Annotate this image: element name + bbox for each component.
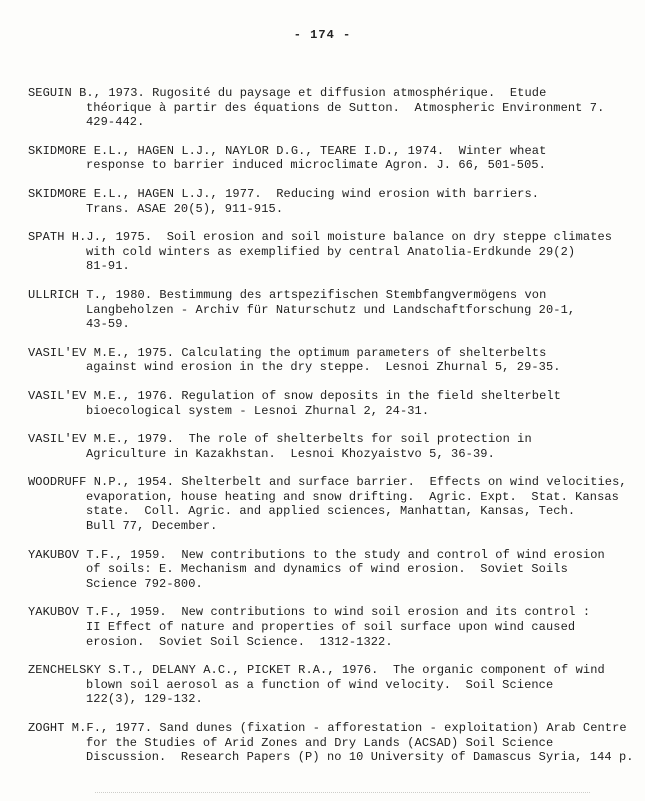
reference-entry (28, 475, 635, 533)
page-number: - 174 - (293, 28, 352, 42)
reference-first-line: VASIL'EV M.E., 1975. Calculating the optimum parameters of shelterbelts (28, 345, 547, 360)
reference-continuation-line: II Effect of nature and properties of soil surface upon wind caused (86, 620, 576, 635)
reference-continuation-line: Trans. ASAE 20(5), 911-915. (86, 201, 284, 216)
reference-continuation-line: Science 792-800. (86, 576, 203, 591)
reference-entry (28, 144, 635, 173)
scan-artifact-line (95, 792, 590, 793)
reference-continuation-line: of soils: E. Mechanism and dynamics of wind erosion. Soviet Soils (86, 562, 568, 577)
reference-continuation-line: against wind erosion in the dry steppe. Lesnoi Zhurnal 5, 29-35. (86, 360, 561, 375)
reference-first-line: YAKUBOV T.F., 1959. New contributions to wind soil erosion and its control : (28, 605, 591, 620)
reference-first-line: YAKUBOV T.F., 1959. New contributions to the study and control of wind erosion (28, 547, 605, 562)
reference-first-line: ULLRICH T., 1980. Bestimmung des artspezifischen Stembfangvermögens von (28, 287, 547, 302)
reference-continuation-line: evaporation, house heating and snow drifting. Agric. Expt. Stat. Kansas (86, 489, 619, 504)
reference-entry (28, 187, 635, 216)
reference-continuation-line: Langbeholzen - Archiv für Naturschutz und Landschaftforschung 20-1, (86, 302, 576, 317)
reference-continuation-line: Bull 77, December. (86, 519, 218, 534)
reference-continuation-line: state. Coll. Agric. and applied sciences, Manhattan, Kansas, Tech. (86, 504, 576, 519)
reference-first-line: ZENCHELSKY S.T., DELANY A.C., PICKET R.A., 1976. The organic component of wind (28, 663, 605, 678)
reference-continuation-line: 122(3), 129-132. (86, 692, 203, 707)
reference-first-line: WOODRUFF N.P., 1954. Shelterbelt and surface barrier. Effects on wind velocities, (28, 475, 627, 490)
reference-continuation-line: théorique à partir des équations de Sutton. Atmospheric Environment 7. (86, 100, 605, 115)
reference-entry (28, 548, 635, 592)
reference-list (28, 86, 635, 765)
reference-entry (28, 389, 635, 418)
reference-first-line: SPATH H.J., 1975. Soil erosion and soil moisture balance on dry steppe climates (28, 230, 613, 245)
reference-first-line: SKIDMORE E.L., HAGEN L.J., 1977. Reducing wind erosion with barriers. (28, 186, 540, 201)
reference-continuation-line: for the Studies of Arid Zones and Dry Lands (ACSAD) Soil Science (86, 735, 554, 750)
reference-entry (28, 605, 635, 649)
reference-continuation-line: blown soil aerosol as a function of wind velocity. Soil Science (86, 677, 554, 692)
reference-first-line: SKIDMORE E.L., HAGEN L.J., NAYLOR D.G., TEARE I.D., 1974. Winter wheat (28, 143, 547, 158)
reference-continuation-line: 81-91. (86, 259, 130, 274)
reference-first-line: VASIL'EV M.E., 1976. Regulation of snow deposits in the field shelterbelt (28, 388, 561, 403)
reference-continuation-line: bioecological system - Lesnoi Zhurnal 2, 24-31. (86, 403, 430, 418)
reference-continuation-line: with cold winters as exemplified by central Anatolia-Erdkunde 29(2) (86, 244, 576, 259)
reference-entry (28, 663, 635, 707)
reference-continuation-line: Agriculture in Kazakhstan. Lesnoi Khozyaistvo 5, 36-39. (86, 446, 495, 461)
reference-continuation-line: response to barrier induced microclimate Agron. J. 66, 501-505. (86, 158, 546, 173)
reference-continuation-line: 43-59. (86, 317, 130, 332)
reference-first-line: ZOGHT M.F., 1977. Sand dunes (fixation - afforestation - exploitation) Arab Centre (28, 721, 627, 735)
reference-entry (28, 432, 635, 461)
reference-continuation-line: 429-442. (86, 115, 145, 130)
reference-entry (28, 288, 635, 332)
reference-entry (28, 86, 635, 130)
reference-entry (28, 721, 635, 765)
reference-first-line: VASIL'EV M.E., 1979. The role of shelterbelts for soil protection in (28, 432, 532, 447)
reference-continuation-line: Discussion. Research Papers (P) no 10 University of Damascus Syria, 144 p. (86, 750, 634, 765)
reference-continuation-line: erosion. Soviet Soil Science. 1312-1322. (86, 634, 393, 649)
reference-entry (28, 230, 635, 274)
reference-entry (28, 346, 635, 375)
reference-first-line: SEGUIN B., 1973. Rugosité du paysage et diffusion atmosphérique. Etude (28, 86, 547, 100)
